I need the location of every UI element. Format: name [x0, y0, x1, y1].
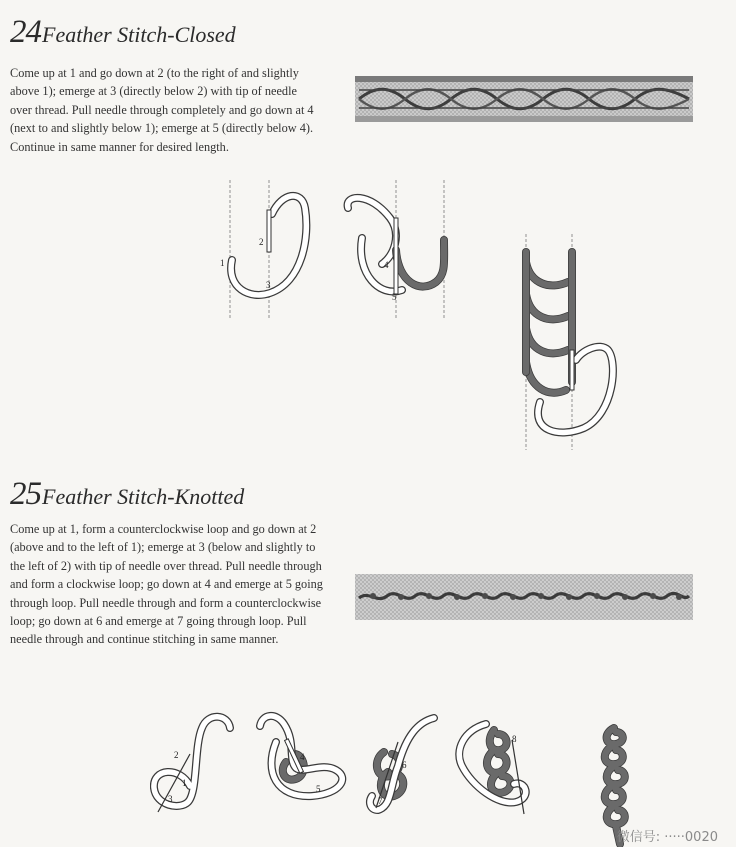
instructions-text: Come up at 1 and go down at 2 (to the right of and slightly above 1); emerge at 3 (directly below 2) with tip of needle over thread. Pull needle through completely and go down at 4 (next to and slightly below 1); emerge at 5 (directly below 4). Continue in same manner for desired length.	[10, 66, 314, 154]
knot-diagram-3	[362, 706, 442, 816]
section-heading	[10, 476, 244, 513]
point-label: 7	[378, 796, 383, 806]
knot-diagram-4	[452, 710, 552, 820]
point-label: 2	[259, 237, 264, 247]
section-feather-stitch-knotted	[0, 470, 736, 847]
point-label: 8	[512, 734, 517, 744]
point-label: 5	[392, 292, 397, 302]
step-diagram-2	[340, 178, 465, 323]
step-diagram-3	[510, 232, 630, 452]
knot-diagram-2	[256, 702, 356, 812]
needle-icon	[267, 210, 271, 252]
section-title: Feather Stitch-Closed	[42, 22, 236, 47]
point-label: 1	[220, 258, 225, 268]
point-label: 1	[182, 778, 187, 788]
point-label: 4	[384, 260, 389, 270]
completed-stitches	[526, 252, 572, 393]
stitch-sample-photo	[355, 574, 693, 620]
point-label: 5	[316, 784, 321, 794]
needle-icon	[570, 350, 574, 390]
needle-icon	[394, 218, 398, 294]
knot-diagram-1	[150, 706, 240, 816]
point-label: 4	[300, 752, 305, 762]
point-label: 2	[174, 750, 179, 760]
point-label: 6	[402, 760, 407, 770]
point-label: 3	[266, 280, 271, 290]
watermark-text: 微信号: ·····0020	[616, 830, 718, 845]
point-label: 3	[168, 794, 173, 804]
stitch-sample-photo	[355, 76, 693, 122]
instructions-text: Come up at 1, form a counterclockwise loop and go down at 2 (above and to the left of 1); emerge at 3 (below and slightly to the left of 2) with tip of needle over thread. Pull needle through and form a clockwise loop; go down at 4 and emerge at 5 going through loop. Pull needle through and form a counterclockwise loop; go down at 6 and emerge at 7 going through loop. Pull needle through and continue stitching in same manner.	[10, 522, 323, 647]
section-number: 25	[10, 476, 41, 512]
step-diagram-1	[210, 178, 325, 323]
section-number: 24	[10, 14, 41, 50]
section-title: Feather Stitch-Knotted	[42, 484, 245, 509]
section-heading	[10, 14, 236, 51]
